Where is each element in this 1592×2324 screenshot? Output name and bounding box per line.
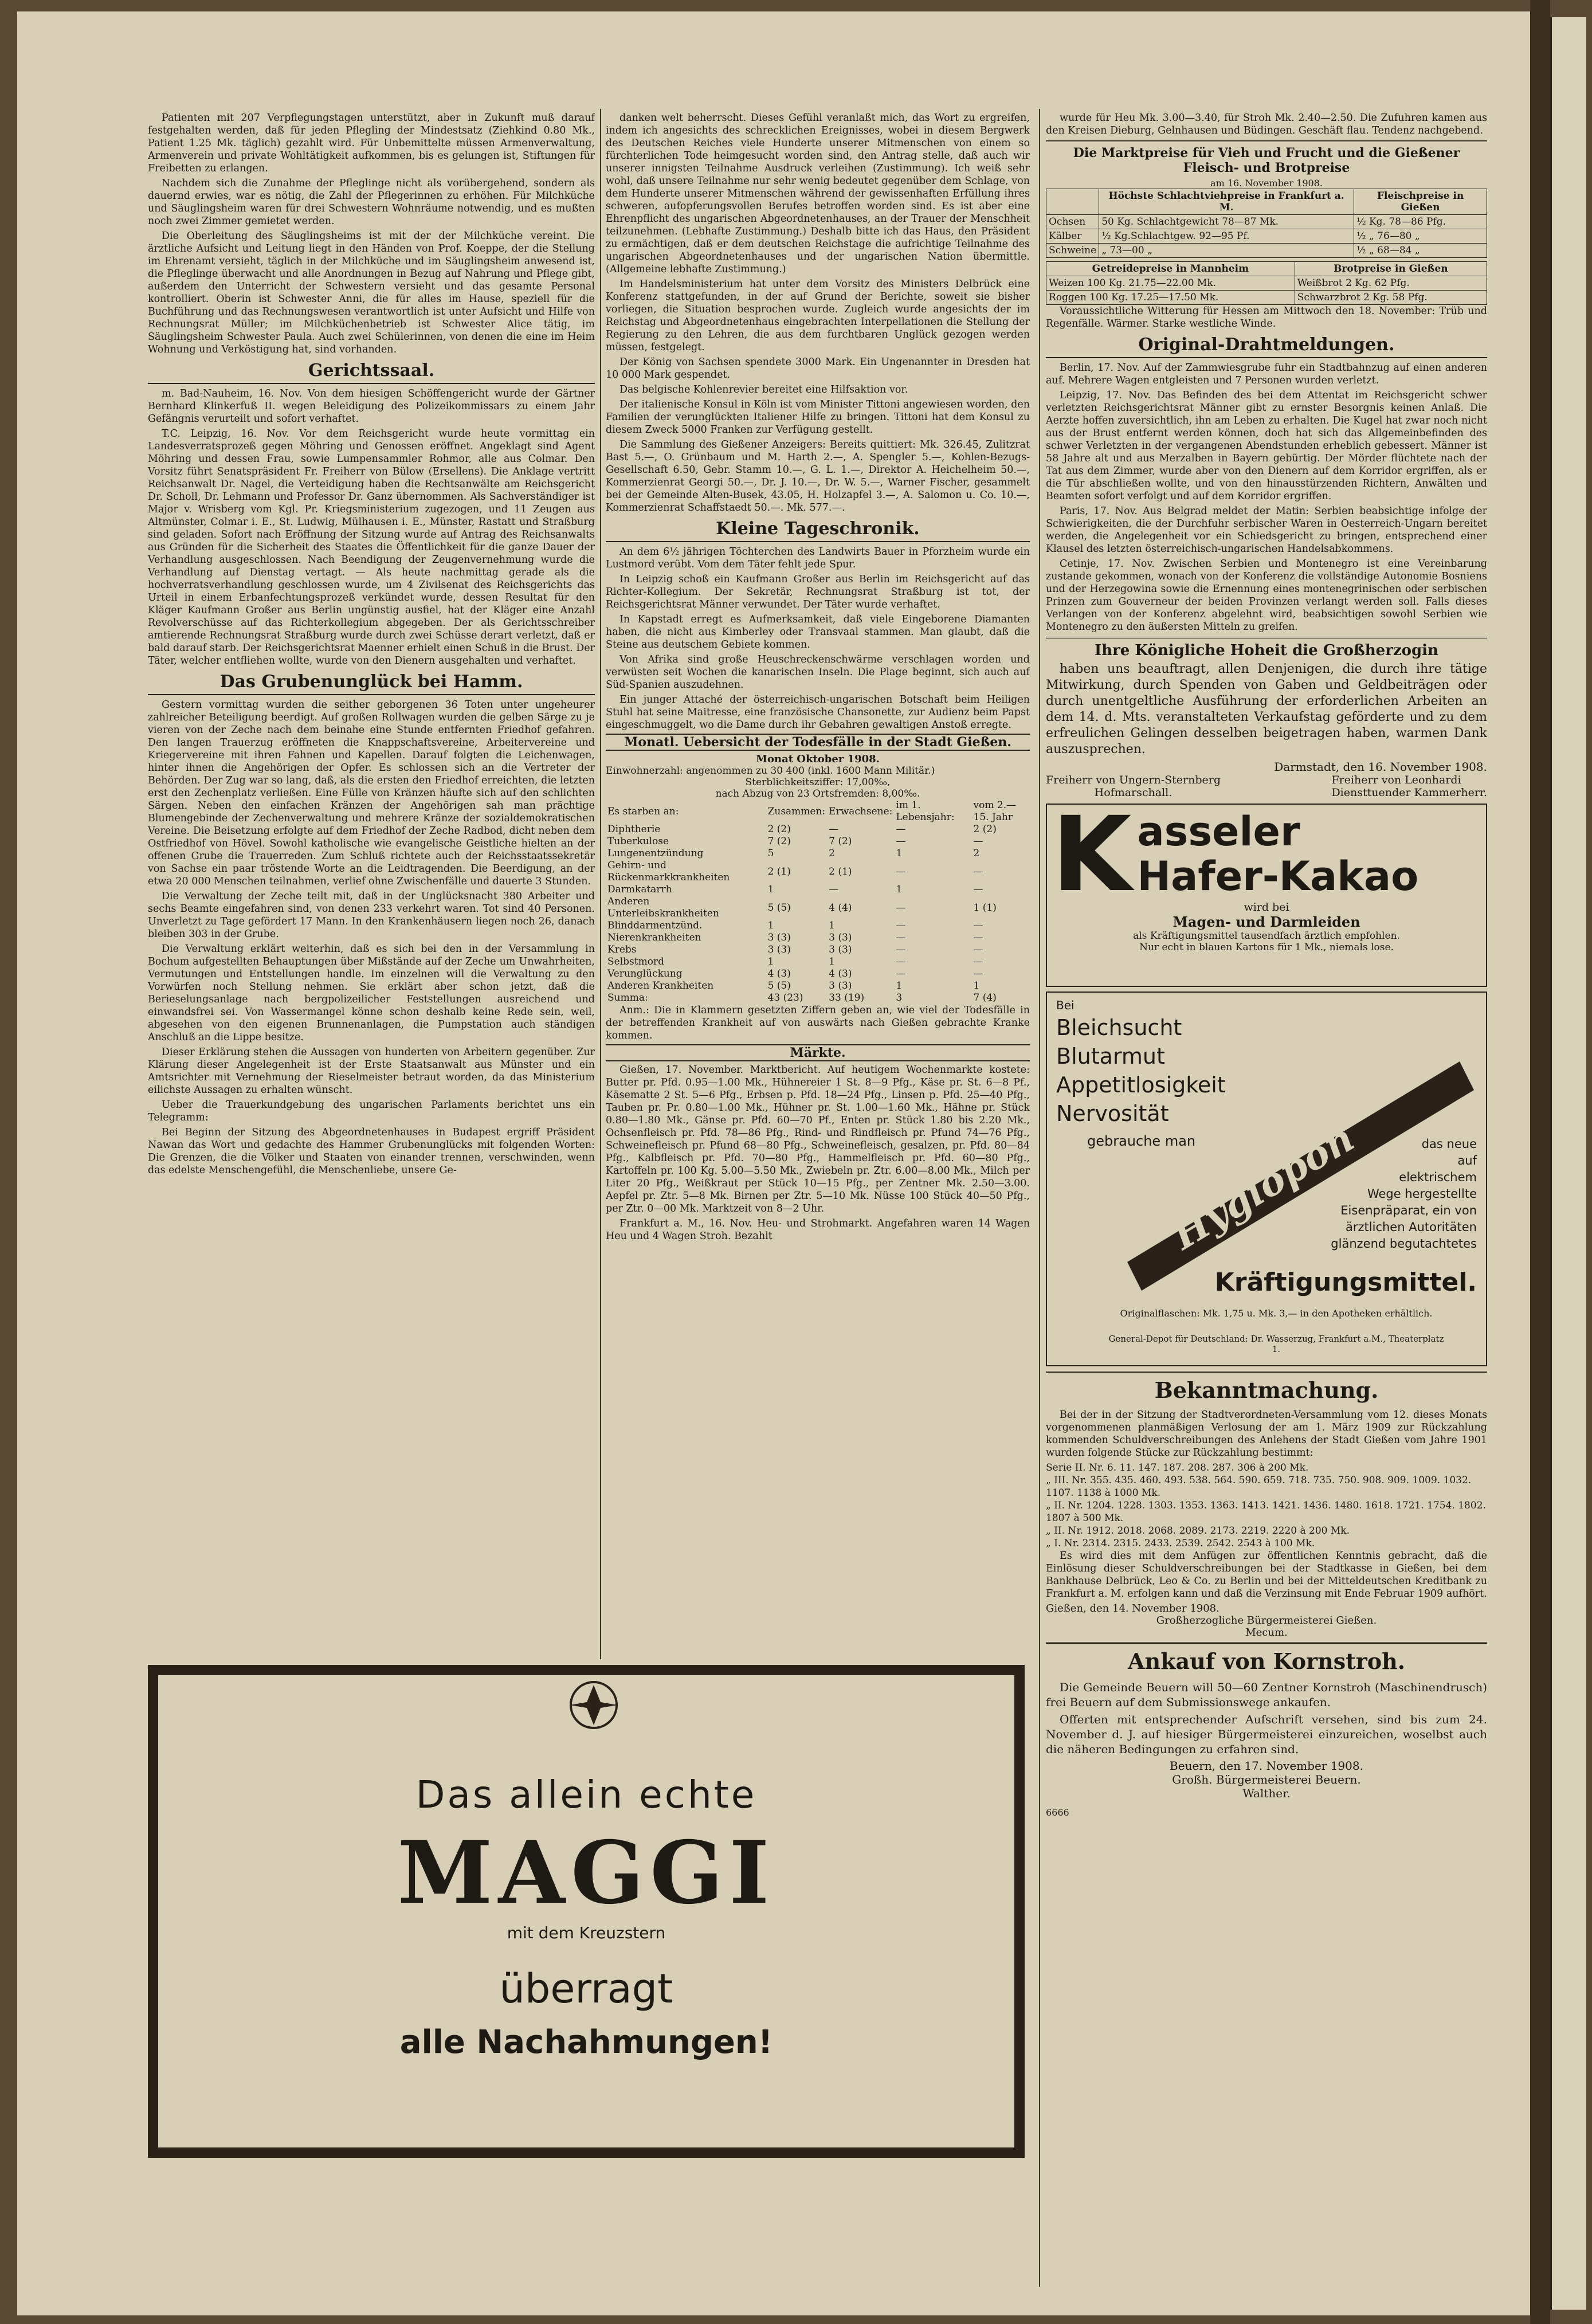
sammlung-paragraph: Die Sammlung des Gießener Anzeigers: Bereits quittiert: Mk. 326.45, Zulitzrat Bast 5.—, O. Grünbaum und M. Harth 2.—, A. Spengler 5.—, Kohlen-Bezugs-Gesellschaft 6.50, Gebr. Stamm 10.—, G. L. 1.—, Direktor A. Heichelheim 50.—, Kommerzienrat Georgi 50.—, Dr. J. 10.—, Dr. W. 5.—, Warner Fischer, gesammelt bei der Gemeinde Alten-Busek, 43.05, H. Holzapfel 3.—, A. Salomon u. Co. 10.—, Kommerzienrat Schaffstaedt 50.—. Mk. 577.—. (606, 439, 1030, 514)
gericht-paragraph-2: T.C. Leipzig, 16. Nov. Vor dem Reichsgericht wurde heute vormittag ein Landesverratsprozeß gegen Möhring und Genossen eröffnet. Angeklagt sind Agent Möhring und dessen Frau, sowie Lumpensammler Rohmor, alle aus Colmar. Den Vorsitz führt Senatspräsident Fr. Freiherr von Bülow (Ersellens). Die Anklage vertritt Reichsanwalt Dr. Nagel, die Verteidigung haben die Rechtsanwälte am Reichsgericht Dr. Scholl, Dr. Lehmann und Professor Dr. Ganz übernommen. Als Sachverständiger ist Major v. Wrisberg vom Kgl. Pr. Kriegsministerium zugezogen, und 11 Zeugen aus Altmünster, Colmar i. E., St. Ludwig, Mülhausen i. E., Münster, Rastatt und Straßburg sind geladen. Sofort nach Eröffnung der Sitzung wurde auf Antrag des Reichsanwalts aus Gründen für die Sicherheit des Staates die Öffentlichkeit für die ganze Dauer der Verhandlung ausgeschlossen. Nach Beendigung der Zeugenvernehmung wurde die Verhandlung auf Dienstag vertagt. — Als heute nachmittag gerade als die hochverratsverhandlung geschlossen wurde, um 4 Zivilsenat des Reichsgerichts das Urteil in einem Erbanfechtungsprozeß verkündet wurde, dessen Resultat für den Kläger Kaufmann Großer aus Berlin ungünstig ausfiel, hat der Kläger eine Anzahl Revolverschüsse auf das Richterkollegium abgegeben. Der als Gerichtsschreiber amtierende Rechnungsrat Straßburg wurde durch zwei Schüsse derart verletzt, daß er bald darauf starb. Der Reichsgerichtsrat Maenner erhielt einen Schuß in die Brust. Der Täter, welcher entfliehen wollte, wurde von den Dienern ausgehalten und verhaftet. (148, 428, 595, 667)
kasseler-ad (1046, 795, 1487, 987)
stat-cell: — (973, 944, 983, 955)
price-cell: Ochsen (1046, 215, 1099, 229)
dank-sig-2: Freiherr von Leonhardi (1331, 774, 1461, 786)
hygiopon-ad (1046, 991, 1487, 1366)
kasseler-title-2: Hafer-Kakao (1137, 853, 1419, 900)
stat-cell: 2 (973, 848, 980, 859)
kasseler-title-1: asseler (1137, 808, 1300, 855)
stat-cell: Blinddarmentzünd. (607, 920, 703, 931)
grain-row (1046, 276, 1487, 291)
frankfurt-paragraph: Frankfurt a. M., 16. Nov. Heu- und Strohmarkt. Angefahren waren 14 Wagen Heu und 4 Wagen Stroh. Bezahlt (606, 1218, 1030, 1242)
gruben-paragraph-5: Ueber die Trauerkundgebung des ungarischen Parlaments berichtet uns ein Telegramm: (148, 1099, 595, 1123)
stat-cell: 1 (829, 956, 835, 967)
stat-cell: 3 (3) (767, 932, 791, 943)
stat-cell: Krebs (607, 944, 637, 955)
hyg-mittel: Kräftigungsmittel. (1214, 1268, 1477, 1297)
bek-series-3: „ II. Nr. 1204. 1228. 1303. 1353. 1363. 1413. 1421. 1436. 1480. 1618. 1721. 1754. 1802. 1807 à 500 Mk. (1046, 1500, 1486, 1524)
stat-cell: Verunglückung (607, 968, 683, 979)
bek-series-2: „ III. Nr. 355. 435. 460. 493. 538. 564. 590. 659. 718. 735. 750. 908. 909. 1009. 1032. 1107. 1138 à 1000 Mk. (1046, 1475, 1472, 1499)
heading-ankauf: Ankauf von Kornstroh. (1128, 1648, 1405, 1674)
price-cell: Schweine (1046, 244, 1099, 258)
stat-row (606, 932, 1030, 944)
gruben-paragraph-4: Dieser Erklärung stehen die Aussagen von hunderten von Arbeitern gegenüber. Zur Klärung dieser Angelegenheit ist der Erste Staatsanwalt aus Münster und ein Amtsrichter mit Vernehmung der Rieselmeister betraut worden, da das Ministerium eilichste Aussagen zu erhalten wünscht. (148, 1047, 595, 1096)
hyg-brand: Hygiopon (1164, 1115, 1362, 1259)
bek-place: Gießen, den 14. November 1908. (1046, 1602, 1220, 1614)
grain-cell: Schwarzbrot 2 Kg. 58 Pfg. (1295, 291, 1487, 305)
draht-paragraph-3: Paris, 17. Nov. Aus Belgrad meldet der Matin: Serbien beabsichtige infolge der Schwierigkeiten, die der Durchfuhr serbischer Waren in Oesterreich-Ungarn bereitet werden, die Angelegenheit vor ein Schiedsgericht zu bringen, entsprechend einer Klausel des letzten österreichisch-ungarischen Handelsabkommens. (1046, 505, 1487, 555)
price-table (1046, 189, 1487, 258)
stat-cell: 5 (767, 848, 774, 859)
hyg-desc-5: Eisenpräparat, ein von (1340, 1204, 1477, 1217)
stat-row (606, 992, 1030, 1004)
price-col-1: Höchste Schlachtviehpreise in Frankfurt a. M. (1099, 189, 1354, 215)
maerkte-paragraph: Gießen, 17. November. Marktbericht. Auf heutigem Wochenmarkte kostete: Butter pr. Pfd. 0.95—1.00 Mk., Hühnereier 1 St. 8—9 Pfg., Käse pr. St. 6—8 Pf., Käsematte 2 St. 5—6 Pfg., Erbsen p. Pfd. 18—24 Pfg., Linsen p. Pfd. 25—40 Pfg., Tauben pr. Pr. 0.80—1.00 Mk., Hühner pr. St. 1.00—1.60 Mk., Hähne pr. Stück 0.80—1.80 Mk., Gänse pr. Pfd. 60—70 Pf., Enten pr. Stück 1.80 bis 2.20 Mk., Ochsenfleisch pr. Pfd. 78—86 Pfg., Rind- und Rindfleisch pr. Pfund 74—76 Pfg., Schweinefleisch pr. Pfund 68—80 Pfg., Schweinefleisch, gesalzen, pr. Pfd. 80—84 Pfg., Kalbfleisch pr. Pfd. 70—80 Pfg., Hammelfleisch pr. Pfd. 60—80 Pfg., Kartoffeln pr. 100 Kg. 5.00—5.50 Mk., Zwiebeln pr. Ztr. 6.00—8.00 Mk., Milch per Liter 20 Pfg., Weißkraut per Stück 10—15 Pfg., per Zentner Mk. 2.50—3.00. Aepfel pr. Ztr. 5—8 Mk. Birnen per Ztr. 5—10 Mk. Nüsse 100 Stück 40—50 Pfg., per Ztr. 0—00 Mk. Marktzeit von 8—2 Uhr. (606, 1064, 1030, 1214)
hyg-description (1331, 1136, 1477, 1252)
draht-paragraph-1: Berlin, 17. Nov. Auf der Zammwiesgrube fuhr ein Stadtbahnzug auf einen anderen auf. Mehrere Wagen entgleisten und 7 Personen wurden verletzt. (1046, 362, 1487, 386)
stat-row (606, 860, 1030, 884)
kasseler-line-5: als Kräftigungsmittel tausendfach ärztlich empfohlen. (1133, 930, 1400, 942)
maggi-ad (148, 1665, 1025, 2158)
stat-row (606, 980, 1030, 992)
column-2 (606, 112, 1030, 1659)
stat-cell: — (973, 968, 983, 979)
price-cell: ½ „ 68—84 „ (1354, 244, 1487, 258)
column-rule-1 (600, 109, 601, 1659)
stat-cell: 43 (23) (767, 992, 803, 1004)
grain-cell: Weißbrot 2 Kg. 62 Pfg. (1295, 276, 1487, 291)
stat-cell: 1 (973, 980, 980, 991)
hyg-desc-3: elektrischem (1399, 1170, 1477, 1184)
gruben-paragraph-6: Bei Beginn der Sitzung des Abgeordnetenhauses in Budapest ergriff Präsident Nawan das Wort und gedachte des Hammer Grubenunglücks mit folgenden Worten: Die Grenzen, die die Völker und Staaten von einander trennen, verschwinden, wenn das edelste Menschengefühl, die Menschenliebe, unsere Ge- (148, 1127, 595, 1176)
price-row (1046, 229, 1487, 244)
stat-row (606, 956, 1030, 968)
intro-paragraph-1: Patienten mit 207 Verpflegungstagen unterstützt, aber in Zukunft muß darauf festgehalten werden, daß für jeden Pflegling der Mindestsatz (Ziehkind 0.80 Mk., Patient 1.25 Mk. täglich) gezahlt wird. Für Unbemittelte müssen Armenverwaltung, Armenverein und private Wohltätigkeit aufkommen, bis es gelungen ist, Stiftungen für Freibetten zu erlangen. (148, 112, 595, 174)
column-rule-2 (1039, 109, 1040, 2287)
stat-cell: 2 (1) (829, 865, 852, 877)
heading-kleine-tageschronik: Kleine Tageschronik. (606, 519, 1030, 542)
stat-cell: — (973, 932, 983, 943)
stat-month: Monat Oktober 1908. (756, 753, 880, 765)
bek-series-5: „ I. Nr. 2314. 2315. 2433. 2539. 2542. 2543 à 100 Mk. (1046, 1538, 1315, 1549)
parl-paragraph-3: Der König von Sachsen spendete 3000 Mark. Ein Ungenannter in Dresden hat 10 000 Mark gespendet. (606, 356, 1030, 381)
dank-sig-1: Freiherr von Ungern-Sternberg (1046, 774, 1221, 786)
stat-cell: — (896, 944, 906, 955)
hyg-desc-6: ärztlichen Autoritäten (1346, 1220, 1477, 1234)
ankauf-paragraph-1: Die Gemeinde Beuern will 50—60 Zentner Kornstroh (Maschinendrusch) frei Beuern auf dem Submissionswege ankaufen. (1046, 1680, 1487, 1709)
draht-paragraph-2: Leipzig, 17. Nov. Das Befinden des bei dem Attentat im Reichsgericht schwer verletzten Reichsgerichtsrat Männer gibt zu ernster Besorgnis keinen Anlaß. Die Aerzte hoffen zuversichtlich, ihn am Leben zu erhalten. Die Kugel hat zwar noch nicht aus der Brust entfernt werden können, doch hat sich das Allgemeinbefinden des schwer Verletzten in der vergangenen Abendstunden erheblich gebessert. Männer ist 58 Jahre alt und aus Merzalben in Bayern gebürtig. Der Mörder flüchtete nach der Tat aus dem Zimmer, wurde aber von den Dienern auf dem Korridor ergriffen, als er die Tür abschließen wollte, und von den hinausstürzenden Richtern, Anwälten und Beamten sofort verfolgt und auf dem Korridor ergriffen. (1046, 390, 1487, 502)
stat-cell: Lungenentzündung (607, 848, 704, 859)
stat-cell: 1 (896, 980, 903, 991)
gericht-paragraph-1: m. Bad-Nauheim, 16. Nov. Von dem hiesigen Schöffengericht wurde der Gärtner Bernhard Klinkerfuß II. wegen Beleidigung des Polizeikommissars zu einem Jahr Gefängnis verurteilt und sofort verhaftet. (148, 388, 595, 425)
heading-grubenunglueck: Das Grubenunglück bei Hamm. (148, 672, 595, 695)
stat-col-head-3: Erwachsene: (829, 805, 893, 817)
heu-paragraph: wurde für Heu Mk. 3.00—3.40, für Stroh Mk. 2.40—2.50. Die Zufuhren kamen aus den Kreisen Dieburg, Gelnhausen und Büdingen. Geschäft flau. Tendenz nachgebend. (1046, 112, 1487, 136)
kleine-paragraph-2: In Leipzig schoß ein Kaufmann Großer aus Berlin im Reichsgericht auf das Richter-Kollegium. Der Sekretär, Rechnungsrat Straßburg ist tot, der Reichsgerichtsrat Männer verwundet. Der Täter wurde verhaftet. (606, 574, 1030, 610)
grain-col-2: Brotpreise in Gießen (1295, 262, 1487, 276)
stat-row (606, 836, 1030, 848)
kasseler-line-4: Magen- und Darmleiden (1173, 914, 1360, 930)
hyg-conditions (1056, 1013, 1226, 1128)
parl-paragraph-1: danken welt beherrscht. Dieses Gefühl veranlaßt mich, das Wort zu ergreifen, indem ich angesichts des schrecklichen Ereignisses, wobei in diesem Bergwerk des Deutschen Reiches viele Hunderte unserer Mitmenschen von einem so fürchterlichen Tode heimgesucht worden sind, den Antrag stelle, daß auch wir unserer innigsten Teilnahme Ausdruck verleihen (Zustimmung). Ich weiß sehr wohl, daß unsere Teilnahme nur sehr wenig bedeutet gegenüber dem Schlage, von dem Hunderte unserer Mitmenschen während der gewissenhaften Erfüllung ihres schweren, aufopferungsvollen Berufes betroffen worden sind. Es ist aber eine Ehrenpflicht des ungarischen Abgeordnetenhauses, an der Trauer der Menschheit teilzunehmen. (Lebhafte Zustimmung.) Deshalb bitte ich das Haus, den Präsident zu ermächtigen, daß er dem deutschen Reichstage die aufrichtige Teilnahme des ungarischen Abgeordnetenhauses und der ungarischen Nation übermittle. (Allgemeine lebhafte Zustimmung.) (606, 112, 1030, 275)
stat-cell: 4 (4) (829, 902, 852, 914)
heading-drahtmeldungen: Original-Drahtmeldungen. (1046, 335, 1487, 358)
hyg-bei: Bei (1056, 998, 1075, 1012)
hyg-condition-3: Appetitlosigkeit (1056, 1072, 1226, 1098)
heading-maerkte: Märkte. (606, 1044, 1030, 1061)
dank-place: Darmstadt, den 16. November 1908. (1274, 760, 1487, 774)
stat-cell: — (973, 920, 983, 931)
stat-cell: 2 (2) (767, 824, 791, 835)
parl-paragraph-5: Der italienische Konsul in Köln ist vom Minister Tittoni angewiesen worden, den Familien der verunglückten Italiener Hilfe zu bringen. Tittoni hat dem Konsul zu diesem Zweck 5000 Franken zur Verfügung gestellt. (606, 399, 1030, 436)
bek-series-1: Serie II. Nr. 6. 11. 147. 187. 208. 287. 306 à 200 Mk. (1046, 1462, 1309, 1473)
stat-row (606, 896, 1030, 920)
heading-gerichtssaal: Gerichtssaal. (148, 360, 595, 384)
intro-paragraph-3: Die Oberleitung des Säuglingsheims ist mit der der Milchküche vereint. Die ärztliche Aufsicht und Leitung liegt in den Händen von Prof. Koeppe, der die Stellung im Ehrenamt versieht, täglich in der Milchküche und im Säuglingsheim anwesend ist, die Pfleglinge überwacht und alle Anordnungen in Bezug auf Nahrung und Pflege gibt, außerdem den Unterricht der Schwestern versieht und das gesamte Personal kontrolliert. Oberin ist Schwester Anni, die für alles im Hause, speziell für die Buchführung und das Rechnungswesen verantwortlich ist unter Aufsicht und Hilfe von Rechnungsrat Müller; im Milchküchenbetrieb ist Schwester Alice tätig, im Säuglingsheim Schwester Paula. Auch zwei Schülerinnen, von denen die eine im Heim Wohnung und Verköstigung hat, sind vorhanden. (148, 230, 595, 355)
draht-paragraph-4: Cetinje, 17. Nov. Zwischen Serbien und Montenegro ist eine Vereinbarung zustande gekommen, wonach von der Konferenz die vollständige Autonomie Bosniens und der Herzegowina sowie die Ernennung eines montenegrinischen oder serbischen Prinzen zum Gouverneur der beiden Provinzen verlangt werden soll. Falls dieses Verlangen von der Konferenz abgelehnt wird, beabsichtigen sowohl Serbien wie Montenegro zu den äußersten Mitteln zu greifen. (1046, 558, 1487, 633)
ankauf-paragraph-2: Offerten mit entsprechender Aufschrift versehen, sind bis zum 24. November d. J. auf hiesiger Bürgermeisterei einzureichen, woselbst auch die näheren Bedingungen zu erfahren sind. (1046, 1712, 1487, 1756)
maggi-line-3: mit dem Kreuzstern (507, 1923, 666, 1942)
hyg-depot: General-Depot für Deutschland: Dr. Wasserzug, Frankfurt a.M., Theaterplatz 1. (1108, 1334, 1444, 1354)
hyg-desc-2: auf (1457, 1154, 1477, 1167)
ankauf-name: Walther. (1242, 1786, 1291, 1800)
stat-cell: 7 (2) (767, 836, 791, 847)
stat-cell: — (973, 956, 983, 967)
hyg-desc-4: Wege hergestellte (1367, 1187, 1477, 1201)
bek-paragraph-2: Es wird dies mit dem Anfügen zur öffentlichen Kenntnis gebracht, daß die Einlösung dieser Schuldverschreibungen bei der Stadtkasse in Gießen, bei dem Bankhause Delbrück, Leo & Co. zu Berlin und bei der Mitteldeutschen Kreditbank zu Frankfurt a. M. erfolgen kann und daß die Verzinsung mit Ende Februar 1909 aufhört. (1046, 1550, 1487, 1600)
stat-cell: — (973, 836, 983, 847)
dank-sig-2-title: Diensttuender Kammerherr. (1331, 786, 1487, 799)
maggi-kreuzstern-logo (548, 1671, 640, 1739)
bek-paragraph-1: Bei der in der Sitzung der Stadtverordneten-Versammlung vom 12. dieses Monats vorgenommenen planmäßigen Verlosung der am 1. März 1909 zur Rückzahlung kommenden Schuldverschreibungen des Anlehens der Stadt Gießen vom Jahre 1901 wurden folgende Stücke zur Rückzahlung bestimmt: (1046, 1409, 1487, 1459)
maggi-line-4: überragt (499, 1965, 673, 2012)
stat-col-head-4: im 1. Lebensjahr: (896, 800, 955, 823)
intro-paragraph-2: Nachdem sich die Zunahme der Pfleglinge nicht als vorübergehend, sondern als dauernd erwies, war es nötig, die Zahl der Pflegerinnen zu erhöhen. Für Milchküche und Säuglingsheim waren für drei Schwestern Wohnräume notwendig, und es mußten noch zwei Zimmer gemietet werden. (148, 178, 595, 227)
stat-cell: 1 (767, 884, 774, 895)
price-cell: ½ „ 76—80 „ (1354, 229, 1487, 244)
kleine-paragraph-5: Ein junger Attaché der österreichisch-ungarischen Botschaft beim Heiligen Stuhl hat seine Maitresse, eine französische Chansonette, zur Audienz beim Papst eingeschmuggelt, wo die Dame durch ihr Gebahren gewaltigen Anstoß erregte. (606, 694, 1030, 731)
kleine-paragraph-3: In Kapstadt erregt es Aufmerksamkeit, daß viele Eingeborene Diamanten haben, die nicht aus Kimberley oder Transvaal stammen. Man glaubt, daß die Steine aus deutschem Gebiete kommen. (606, 614, 1030, 650)
price-cell: 50 Kg. Schlachtgewicht 78—87 Mk. (1099, 215, 1354, 229)
stat-cell: Summa: (607, 992, 648, 1004)
grain-col-1: Getreidepreise in Mannheim (1046, 262, 1295, 276)
heading-bekanntmachung: Bekanntmachung. (1154, 1377, 1379, 1403)
kasseler-line-3: wird bei (1244, 901, 1289, 914)
hyg-condition-1: Bleichsucht (1056, 1015, 1182, 1040)
price-cell: ½ Kg. 78—86 Pfg. (1354, 215, 1487, 229)
divider (1046, 140, 1487, 142)
bek-signature: Großherzogliche Bürgermeisterei Gießen. (1156, 1614, 1377, 1627)
stat-cell: 1 (767, 956, 774, 967)
stat-cell: — (829, 824, 839, 835)
stat-cell: — (896, 920, 906, 931)
dank-paragraph: haben uns beauftragt, allen Denjenigen, die durch ihre tätige Mitwirkung, durch Spenden von Gaben und Geldbeiträgen oder durch unentgeltliche Ausführung der erforderlichen Arbeiten an dem 14. d. Mts. veranstalteten Verkaufstag geförderte und zu dem erfreulichen Gelingen desselben beigetragen haben, warmen Dank auszusprechen. (1046, 662, 1487, 757)
kasseler-k: K (1052, 795, 1132, 915)
stat-cell: 7 (2) (829, 836, 852, 847)
price-cell: ½ Kg.Schlachtgew. 92—95 Pf. (1099, 229, 1354, 244)
stat-line-3: nach Abzug von 23 Ortsfremden: 8,00‰. (715, 788, 920, 800)
stat-cell: — (973, 865, 983, 877)
stat-cell: Darmkatarrh (607, 884, 672, 895)
hyg-desc-7: glänzend begutachtetes (1331, 1237, 1477, 1251)
stat-line-2: Sterblichkeitsziffer: 17,00‰, (745, 777, 891, 788)
stat-cell: 1 (896, 884, 903, 895)
stat-cell: 2 (2) (973, 824, 997, 835)
maggi-line-2: MAGGI (397, 1823, 775, 1923)
stat-col-head-2: Zusammen: (767, 805, 826, 817)
parl-paragraph-4: Das belgische Kohlenrevier bereitet eine Hilfsaktion vor. (619, 384, 908, 395)
stat-cell: 5 (5) (767, 902, 791, 914)
stat-col-head-5: vom 2.—15. Jahr (973, 800, 1017, 823)
page-number: 6666 (1046, 1807, 1069, 1818)
stat-cell: Nierenkrankheiten (607, 932, 701, 943)
price-cell: „ 73—00 „ (1099, 244, 1354, 258)
ankauf-signature: Großh. Bürgermeisterei Beuern. (1172, 1773, 1361, 1786)
stat-col-head-1: Es starben an: (607, 805, 679, 817)
hyg-condition-2: Blutarmut (1056, 1044, 1165, 1069)
heading-marktpreise: Die Marktpreise für Vieh und Frucht und die Gießener Fleisch- und Brotpreise (1073, 146, 1460, 175)
bek-series (1046, 1461, 1487, 1550)
stat-cell: — (896, 824, 906, 835)
stat-cell: Tuberkulose (607, 836, 669, 847)
binding-spine (1530, 0, 1550, 2324)
hyg-desc-1: das neue (1421, 1137, 1477, 1151)
stat-cell: — (973, 884, 983, 895)
stat-cell: 4 (3) (767, 968, 791, 979)
heading-todesfaelle: Monatl. Uebersicht der Todesfälle in der Stadt Gießen. (606, 734, 1030, 751)
stat-cell: 3 (3) (829, 932, 852, 943)
kasseler-line-6: Nur echt in blauen Kartons für 1 Mk., niemals lose. (1139, 942, 1394, 953)
stat-note: Anm.: Die in Klammern gesetzten Ziffern geben an, wie viel der Todesfälle in der betreffenden Krankheit auf von auswärts nach Gießen gebrachte Kranke kommen. (606, 1005, 1030, 1041)
stat-cell: Selbstmord (607, 956, 664, 967)
stat-cell: 3 (3) (829, 944, 852, 955)
stat-cell: — (896, 968, 906, 979)
maggi-line-5: alle Nachahmungen! (399, 2024, 773, 2061)
gruben-paragraph-3: Die Verwaltung erklärt weiterhin, daß es sich bei den in der Versammlung in Bochum aufgestellten Behauptungen über Mißstände auf der Zeche um Unwahrheiten, Vermutungen und Entstellungen handle. Im einzelnen will die Verwaltung zu den Vorwürfen noch Stellung nehmen. Sie erklärt aber schon jetzt, daß die Berieselungsanlage nach bergpolizeilicher Feststellungen ausreichend und einwandsfrei sei. Von Wassermangel könne schon deshalb keine Rede sein, weil, abgesehen von den eigenen Brunnenanlagen, die Pumpstation auch ständigen Anschluß an die Lippe besitze. (148, 943, 595, 1043)
stat-cell: — (896, 932, 906, 943)
death-stat-table (606, 800, 1030, 1004)
marktpreise-date: am 16. November 1908. (1210, 178, 1323, 189)
stat-cell: — (896, 865, 906, 877)
bek-series-4: „ II. Nr. 1912. 2018. 2068. 2089. 2173. 2219. 2220 à 200 Mk. (1046, 1525, 1350, 1537)
hyg-condition-4: Nervosität (1056, 1101, 1169, 1126)
stat-row (606, 824, 1030, 836)
stat-row (606, 944, 1030, 956)
stat-row (606, 968, 1030, 980)
grain-cell: Roggen 100 Kg. 17.25—17.50 Mk. (1046, 291, 1295, 305)
gruben-paragraph-1: Gestern vormittag wurden die seither geborgenen 36 Toten unter ungeheurer zahlreicher Beteiligung beerdigt. Auf großen Rollwagen wurden die gelben Särge zu je vieren von der Zeche nach dem beinahe eine Stunde entfernten Friedhof gefahren. Den langen Trauerzug eröffneten die Knappschaftsvereine, Arbeitervereine und Kriegervereine mit ihren Fahnen und Kapellen. Darauf folgten die Leichenwagen, hinter ihnen die Angehörigen der Opfer. Es schlossen sich an die Vertreter der Behörden. Der Zug war so lang, daß, als die ersten den Friedhof erreichten, die letzten erst den Zechenplatz verließen. Eine Fülle von Kränzen häufte sich auf den schlichten Särgen. Neben den einfachen Kränzen der Angehörigen sah man prächtige Blumengebinde der Zechenverwaltung und mehrere Kränze der sozialdemokratischen Vereine. Die Beisetzung erfolgte auf dem Friedhof der Zeche Radbod, dicht neben dem Ostfriedhof von Hövel. Sowohl katholische wie evangelische Geistliche hielten an der offenen Grube die Trauerreden. Zum Schluß richtete auch der Reichsstaatssekretär von Sachse ein paar tröstende Worte an die Leidtragenden. Die Beerdigung, an der etwa 20 000 Menschen teilnahmen, verlief ohne Zwischenfälle und dauerte 3 Stunden. (148, 699, 595, 887)
stat-cell: — (896, 956, 906, 967)
dank-signatures (1046, 774, 1487, 799)
stat-cell: — (829, 884, 839, 895)
column-3 (1046, 112, 1487, 2290)
price-cell: Kälber (1046, 229, 1099, 244)
stat-cell: 2 (829, 848, 835, 859)
stat-cell: Diphtherie (607, 824, 661, 835)
stat-cell: 5 (5) (767, 980, 791, 991)
grain-row (1046, 291, 1487, 305)
price-row (1046, 244, 1487, 258)
stat-cell: 33 (19) (829, 992, 865, 1004)
stat-cell: 7 (4) (973, 992, 997, 1004)
stat-row (606, 884, 1030, 896)
hyg-use: gebrauche man (1087, 1133, 1196, 1149)
stat-cell: 1 (1) (973, 902, 997, 914)
stat-cell: 1 (767, 920, 774, 931)
parl-paragraph-2: Im Handelsministerium hat unter dem Vorsitz des Ministers Delbrück eine Konferenz stattgefunden, in der auf Grund der Berichte, soweit sie bisher vorliegen, die Situation besprochen wurde. Zugleich wurde angesichts der im Reichstag und Abgeordnetenhaus eingebrachten Interpellationen die Stellung der Regierung zu den Lehren, die aus dem furchtbaren Unglück gezogen werden müssen, festgelegt. (606, 279, 1030, 353)
stat-cell: 2 (1) (767, 865, 791, 877)
stat-line-1: Einwohnerzahl: angenommen zu 30 400 (inkl. 1600 Mann Militär.) (606, 765, 935, 777)
price-row (1046, 215, 1487, 229)
bek-name: Mecum. (1245, 1627, 1288, 1639)
gruben-paragraph-2: Die Verwaltung der Zeche teilt mit, daß in der Unglücksnacht 380 Arbeiter und sechs Beamte eingefahren sind, von denen 233 verkehrt waren. Tot sind 40 Personen. Unverletzt zu Tage gefördert 17 Mann. In den Krankenhäusern liegen noch 26, danach bleiben 303 in der Grube. (148, 891, 595, 940)
stat-cell: 1 (829, 920, 835, 931)
stat-cell: — (896, 836, 906, 847)
stat-cell: Gehirn- und Rückenmarkkrankheiten (607, 860, 730, 883)
heading-grossherzogin: Ihre Königliche Hoheit die Großherzogin (1095, 642, 1438, 659)
grain-cell: Weizen 100 Kg. 21.75—22.00 Mk. (1046, 276, 1295, 291)
hyg-price: Originalflaschen: Mk. 1,75 u. Mk. 3,— in den Apotheken erhältlich. (1120, 1308, 1433, 1319)
stat-cell: 3 (3) (829, 980, 852, 991)
stat-row (606, 848, 1030, 860)
kleine-paragraph-4: Von Afrika sind große Heuschreckenschwärme verschlagen worden und verwüsten seit Wochen die kanarischen Inseln. Die Plage beginnt, sich auch auf Süd-Spanien auszudehnen. (606, 654, 1030, 691)
stat-cell: 3 (3) (767, 944, 791, 955)
kleine-paragraph-1: An dem 6½ jährigen Töchterchen des Landwirts Bauer in Pforzheim wurde ein Lustmord verübt. Vom dem Täter fehlt jede Spur. (606, 546, 1030, 570)
maggi-line-1: Das allein echte (415, 1773, 757, 1817)
stat-row (606, 920, 1030, 932)
grain-table (1046, 261, 1487, 305)
stat-cell: Anderen Krankheiten (607, 980, 714, 991)
stat-cell: — (896, 902, 906, 914)
stat-cell: 3 (896, 992, 903, 1004)
stat-cell: 4 (3) (829, 968, 852, 979)
stat-cell: 1 (896, 848, 903, 859)
ankauf-place: Beuern, den 17. November 1908. (1170, 1759, 1363, 1773)
next-page-edge (1550, 17, 1586, 2310)
stat-cell: Anderen Unterleibskrankheiten (607, 896, 719, 919)
weather-forecast: Voraussichtliche Witterung für Hessen am Mittwoch den 18. November: Trüb und Regenfälle. Wärmer. Starke westliche Winde. (1046, 305, 1487, 330)
price-col-2: Fleischpreise in Gießen (1354, 189, 1487, 215)
column-1 (148, 112, 595, 1659)
dank-sig-1-title: Hofmarschall. (1094, 786, 1173, 799)
